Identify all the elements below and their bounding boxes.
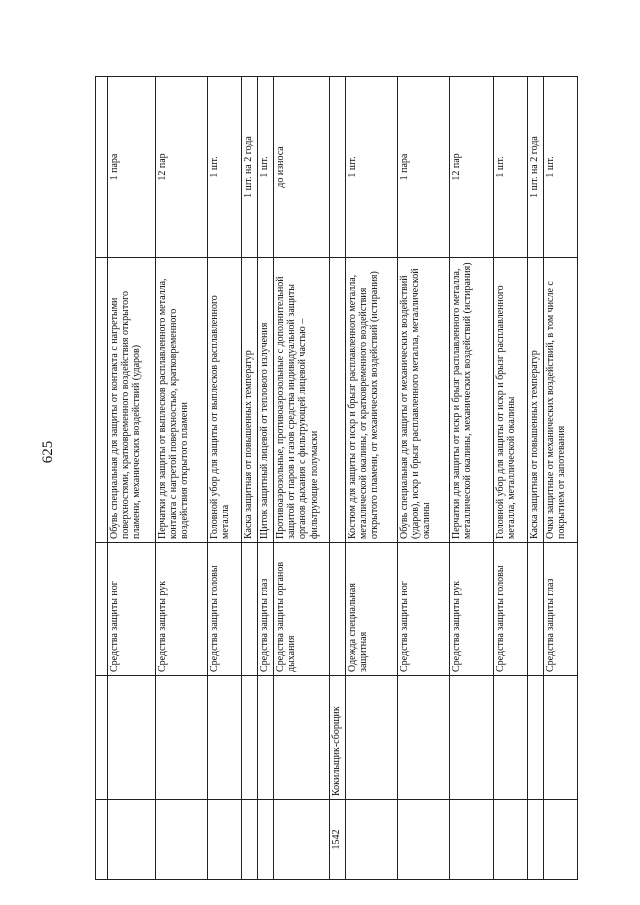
table-row [346,77,398,880]
cell-profession [156,676,208,800]
cell-type: Средства защиты ног [398,543,450,676]
cell-desc: Головной убор для защиты от выплесков расплавленного металла [208,258,242,543]
cell-desc [96,258,108,543]
cell-norm [330,77,346,258]
cell-profession [544,676,578,800]
cell-type: Средства защиты головы [494,543,528,676]
table-row [398,77,450,880]
cell-norm: 1 шт. [258,77,274,258]
cell-num [544,800,578,880]
cell-profession [274,676,330,800]
cell-profession [398,676,450,800]
table-row [242,77,258,880]
cell-type: Средства защиты органов дыхания [274,543,330,676]
table-row [208,77,242,880]
table-row [528,77,544,880]
cell-norm: 1 шт. [494,77,528,258]
table-row [450,77,494,880]
cell-num [108,800,156,880]
cell-type: Средства защиты рук [156,543,208,676]
cell-num [96,800,108,880]
cell-norm: 1 пара [108,77,156,258]
cell-num [494,800,528,880]
table-row [274,77,330,880]
cell-type: Средства защиты головы [208,543,242,676]
cell-type: Средства защиты рук [450,543,494,676]
cell-num [258,800,274,880]
cell-type [96,543,108,676]
cell-num [450,800,494,880]
cell-profession [494,676,528,800]
cell-profession [108,676,156,800]
cell-desc: Перчатки для защиты от искр и брызг расплавленного металла, металлической окалины, механических воздействий (истирания) [450,258,494,543]
cell-type: Средства защиты глаз [544,543,578,676]
cell-type: Средства защиты ног [108,543,156,676]
cell-norm: 1 шт. на 2 года [528,77,544,258]
cell-profession [258,676,274,800]
table-body [96,77,578,880]
cell-norm: 1 шт. [346,77,398,258]
cell-profession [528,676,544,800]
cell-profession: Кокильщик-сборщик [330,676,346,800]
cell-desc: Обувь специальная для защиты от механических воздействий (ударов), искр и брызг расплавленного металла, металлической окалины [398,258,450,543]
cell-desc: Каска защитная от повышенных температур [528,258,544,543]
cell-desc: Противоаэрозольные, противоаэрозольные с дополнительной защитой от паров и газов средства индивидуальной защиты органов дыхания с фильтрующей лицевой частью – фильтрующие полумаски [274,258,330,543]
table-top-spacer-row [96,77,108,880]
cell-norm: 1 шт. [208,77,242,258]
table-row [156,77,208,880]
cell-profession [242,676,258,800]
cell-norm: 1 шт. на 2 года [242,77,258,258]
cell-num [398,800,450,880]
cell-num [156,800,208,880]
cell-num [346,800,398,880]
rotated-page-content [95,77,568,880]
cell-profession [96,676,108,800]
cell-profession [208,676,242,800]
cell-desc: Очки защитные от механических воздействий, в том числе с покрытием от запотевания [544,258,578,543]
cell-norm: 1 пара [398,77,450,258]
cell-desc [330,258,346,543]
table-row [108,77,156,880]
cell-norm: 1 шт. [544,77,578,258]
cell-profession [346,676,398,800]
cell-desc: Обувь специальная для защиты от контакта с нагретыми поверхностями, кратковременного воздействия открытого пламени, механических воздействий (ударов) [108,258,156,543]
cell-desc: Головной убор для защиты от искр и брызг расплавленного металла, металлической окалины [494,258,528,543]
cell-norm: до износа [274,77,330,258]
cell-type: Одежда специальная защитная [346,543,398,676]
page-number: 625 [40,440,56,464]
cell-type [528,543,544,676]
cell-desc: Щиток защитный лицевой от теплового излучения [258,258,274,543]
cell-num [242,800,258,880]
cell-profession [450,676,494,800]
cell-type [242,543,258,676]
cell-num [528,800,544,880]
cell-desc: Перчатки для защиты от выплесков расплавленного металла, контакта с нагретой поверхностью, кратковременного воздействия открытого пламени [156,258,208,543]
table-row [494,77,528,880]
cell-num [208,800,242,880]
cell-norm: 12 пар [156,77,208,258]
cell-num [274,800,330,880]
cell-type: Средства защиты глаз [258,543,274,676]
cell-desc: Каска защитная от повышенных температур [242,258,258,543]
table-row [258,77,274,880]
cell-desc: Костюм для защиты от искр и брызг расплавленного металла, металлической окалины, от кратковременного воздействия открытого пламени, от механических воздействий (истирания) [346,258,398,543]
table-row [544,77,578,880]
cell-type [330,543,346,676]
cell-norm: 12 пар [450,77,494,258]
ppe-norms-table [95,76,578,880]
cell-num: 1542 [330,800,346,880]
cell-norm [96,77,108,258]
table-row [330,77,346,880]
